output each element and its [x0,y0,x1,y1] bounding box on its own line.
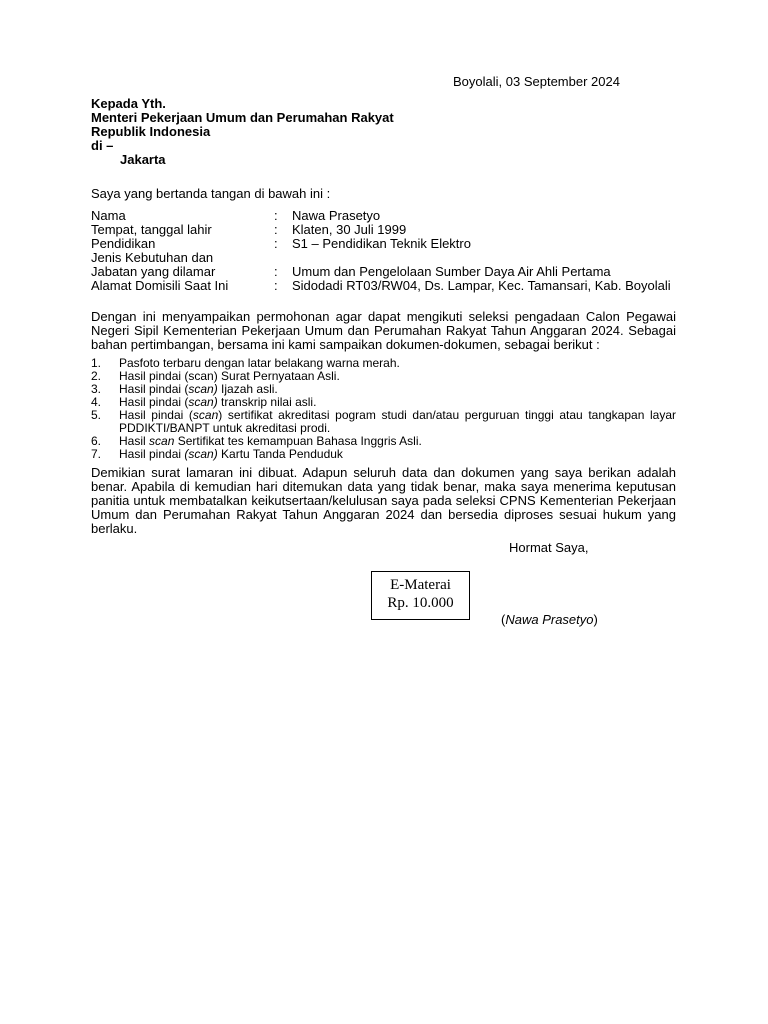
statement-paragraph: Demikian surat lamaran ini dibuat. Adapun seluruh data dan dokumen yang saya berikan adalah benar. Apabila di kemudian hari ditemukan data yang tidak benar, maka saya menerima keputusan panitia untuk membatalkan keikutsertaan/kelulusan saya pada seleksi CPNS Kementerian Pekerjaan Umum dan Perumahan Rakyat Tahun Anggaran 2024 dan bersedia diproses sesuai hukum yang berlaku. [91,465,676,536]
document-number: 6. [91,434,102,448]
closing-salutation: Hormat Saya, [509,540,589,555]
document-number: 3. [91,382,102,396]
document-number: 4. [91,395,102,409]
identity-row [91,237,691,251]
identity-value: S1 – Pendidikan Teknik Elektro [292,236,471,251]
identity-row [91,223,691,237]
document-list [91,357,676,461]
document-text-rest: transkrip nilai asli. [217,395,317,409]
identity-label: Tempat, tanggal lahir [91,222,212,237]
request-paragraph: Dengan ini menyampaikan permohonan agar dapat mengikuti seleksi pengadaan Calon Pegawai Negeri Sipil Kementerian Pekerjaan Umum dan Perumahan Rakyat Tahun Anggaran 2024. Sebagai bahan pertimbangan, bersama ini kami sampaikan dokumen-dokumen, sebagai berikut : [91,309,676,352]
signer-paren-open: ( [501,612,506,627]
document-number: 5. [91,408,102,422]
document-list-item [91,409,676,435]
document-text: Hasil pindai (scan) Surat Pernyataan Asli. [119,369,340,383]
identity-table [91,209,691,293]
identity-separator: : [274,264,278,279]
document-text-rest: Kartu Tanda Penduduk [217,447,343,461]
document-text: Pasfoto terbaru dengan latar belakang warna merah. [119,356,400,370]
document-text: Hasil pindai ( [119,395,189,409]
stamp-line-1: E-Materai [390,577,451,593]
identity-label: Alamat Domisili Saat Ini [91,278,229,293]
identity-separator: : [274,278,278,293]
identity-label: Jenis Kebutuhan dan [91,250,214,265]
document-text-rest: ) sertifikat akreditasi pogram studi dan/atau perguruan tinggi atau tangkapan layar PDDIKTI/BANPT untuk akreditasi prodi. [119,408,676,435]
identity-label: Jabatan yang dilamar [91,264,216,279]
recipient-block [91,97,394,167]
recipient-greeting: Kepada Yth. [91,96,166,111]
recipient-at: di – [91,138,114,153]
identity-row [91,265,691,279]
opening-line: Saya yang bertanda tangan di bawah ini : [91,186,331,201]
identity-value: Sidodadi RT03/RW04, Ds. Lampar, Kec. Tamansari, Kab. Boyolali [292,278,671,293]
signer-paren-close: ) [593,612,598,627]
document-text: Hasil pindai ( [119,382,189,396]
document-text-italic: scan) [188,382,218,396]
document-text-italic: (scan) [184,447,218,461]
identity-separator: : [274,208,278,223]
document-text-italic: scan [192,408,219,422]
identity-separator: : [274,222,278,237]
identity-label: Pendidikan [91,236,156,251]
recipient-title: Menteri Pekerjaan Umum dan Perumahan Rakyat [91,110,394,125]
document-list-item [91,448,676,461]
document-text-rest: Ijazah asli. [217,382,278,396]
document-text-italic: scan [149,434,175,448]
document-number: 2. [91,369,102,383]
signer-name-text: Nawa Prasetyo [505,612,594,627]
identity-label: Nama [91,208,126,223]
document-text: Hasil [119,434,150,448]
document-text: Hasil pindai [119,447,185,461]
document-text: Hasil pindai ( [119,408,193,422]
document-text-rest: Sertifikat tes kemampuan Bahasa Inggris Asli. [174,434,422,448]
letter-date: Boyolali, 03 September 2024 [453,74,620,89]
recipient-country: Republik Indonesia [91,124,211,139]
document-text-italic: scan) [188,395,218,409]
e-materai-stamp [371,571,470,620]
stamp-line-2: Rp. 10.000 [387,595,454,611]
identity-row [91,251,691,265]
signer-name [501,613,598,627]
recipient-city: Jakarta [120,152,166,167]
identity-value: Nawa Prasetyo [292,208,381,223]
identity-value: Klaten, 30 Juli 1999 [292,222,407,237]
identity-value: Umum dan Pengelolaan Sumber Daya Air Ahli Pertama [292,264,611,279]
document-number: 7. [91,447,102,461]
identity-row [91,209,691,223]
identity-row [91,279,691,293]
document-number: 1. [91,356,102,370]
identity-separator: : [274,236,278,251]
